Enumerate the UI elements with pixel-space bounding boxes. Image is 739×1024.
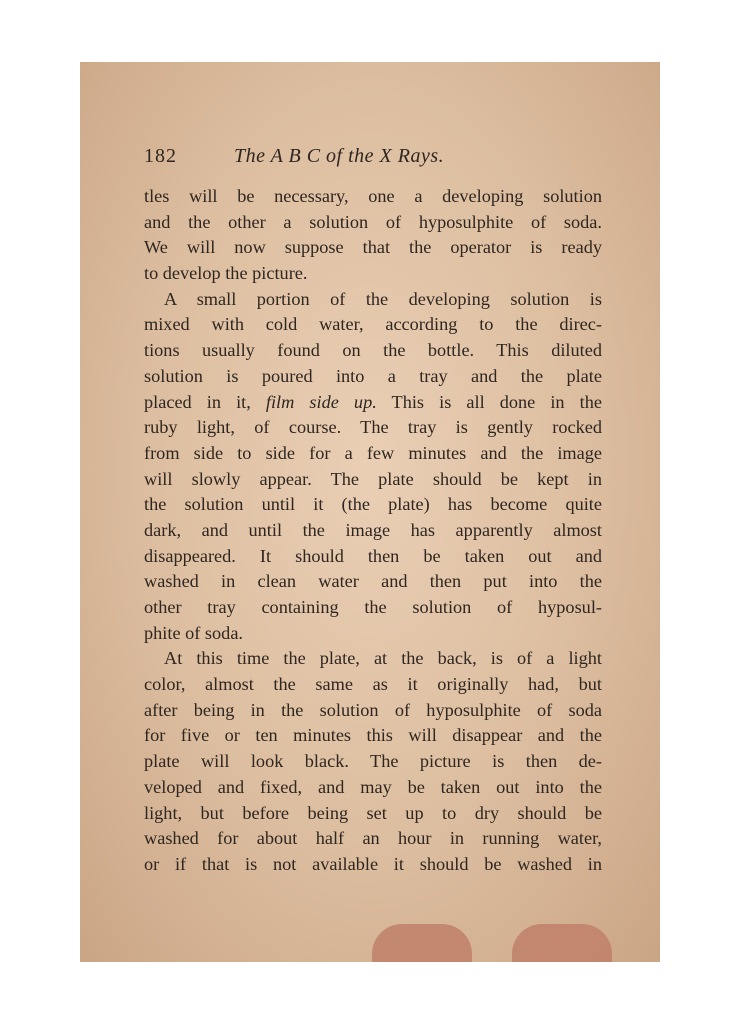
text-line: solution is poured into a tray and the plate [144, 365, 602, 386]
page-number: 182 [144, 145, 177, 167]
running-title: The A B C of the X Rays. [234, 145, 445, 167]
text-line: and the other a solution of hyposulphite of soda. [144, 211, 602, 232]
text-line: plate will look black. The picture is then de- [144, 751, 602, 772]
text-line: ruby light, of course. The tray is gently rocked [144, 417, 602, 438]
text-line: A small portion of the developing solution is [164, 288, 602, 309]
text-line: the solution until it (the plate) has become quite [144, 494, 602, 515]
text-line: color, almost the same as it originally had, but [144, 674, 602, 695]
text-line: other tray containing the solution of hyposul- [144, 597, 602, 617]
text-line [144, 390, 602, 416]
text-line: mixed with cold water, according to the direc- [144, 314, 602, 335]
text-line: veloped and fixed, and may be taken out into the [144, 776, 602, 797]
text-line: tles will be necessary, one a developing solution [144, 186, 602, 206]
text-line: after being in the solution of hyposulphite of soda [144, 699, 602, 720]
text-segment: placed in it, [144, 391, 266, 412]
paragraph [144, 184, 602, 287]
text-segment: This is all done in the [376, 391, 602, 412]
text-line: At this time the plate, at the back, is of a light [164, 648, 602, 669]
text-line: to develop the picture. [144, 263, 308, 284]
text-line: from side to side for a few minutes and the image [144, 442, 602, 463]
text-line: washed for about half an hour in running water, [144, 828, 602, 849]
text-line: or if that is not available it should be washed in [144, 853, 602, 874]
running-header [144, 144, 602, 174]
text-line: will slowly appear. The plate should be kept in [144, 468, 602, 489]
paragraph [144, 646, 602, 877]
text-line: dark, and until the image has apparently almost [144, 519, 602, 540]
text-line: disappeared. It should then be taken out and [144, 545, 602, 566]
text-line: We will now suppose that the operator is ready [144, 237, 602, 258]
body-text [144, 184, 602, 878]
scanner-thumb-left [372, 924, 472, 962]
scanner-thumb-right [512, 924, 612, 962]
italic-emphasis: film side up. [265, 391, 377, 412]
paragraph [144, 287, 602, 647]
page-text [144, 144, 602, 878]
text-line: washed in clean water and then put into the [144, 571, 602, 592]
text-line: light, but before being set up to dry should be [144, 802, 602, 823]
text-line: tions usually found on the bottle. This diluted [144, 340, 602, 361]
text-line: for five or ten minutes this will disappear and the [144, 725, 602, 746]
text-line: phite of soda. [144, 622, 244, 643]
scanned-page [80, 62, 660, 962]
